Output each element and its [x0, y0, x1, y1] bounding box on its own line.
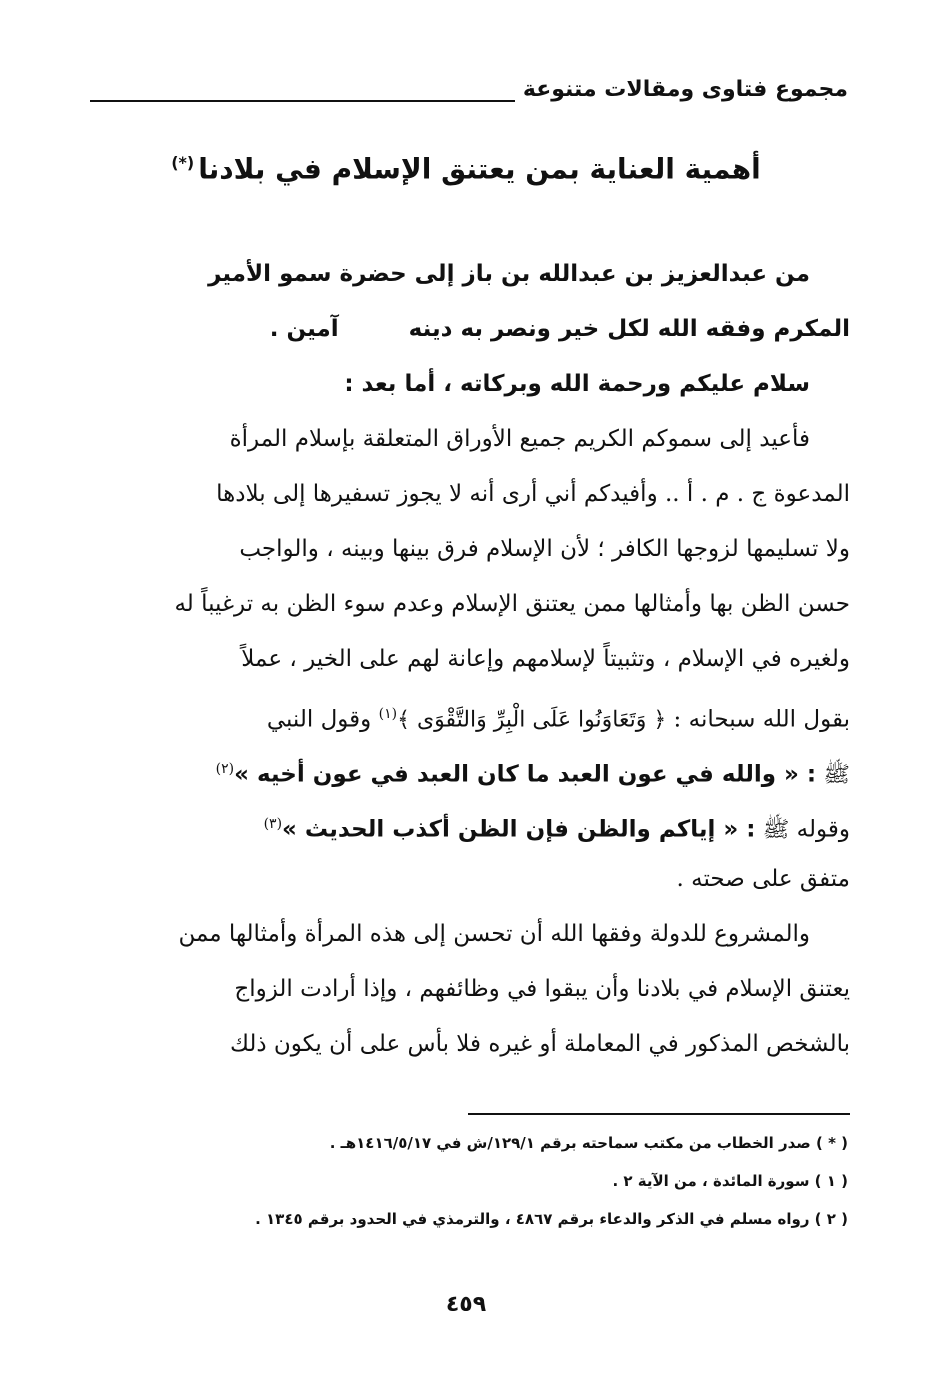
hadith-intro-2: وقوله — [796, 816, 850, 843]
paragraph-2-line-2: يعتنق الإسلام في بلادنا وأن يبقوا في وظائفهم ، وإذا أرادت الزواج — [234, 976, 850, 1002]
pbuh-glyph-2: ﷺ — [762, 817, 790, 843]
title-footnote-marker: (*) — [171, 153, 195, 172]
paragraph-2-line-3: بالشخص المذكور في المعاملة أو غيره فلا بأس على أن يكون ذلك — [229, 1031, 850, 1057]
footnote-ref-1: (١) — [378, 706, 398, 722]
greeting-line: سلام عليكم ورحمة الله وبركاته ، أما بعد : — [344, 371, 810, 397]
pbuh-glyph: ﷺ — [823, 762, 850, 788]
paragraph-1-line-4: حسن الظن بها وأمثالها ممن يعتنق الإسلام وعدم سوء الظن به ترغيباً له — [174, 591, 850, 617]
hadith-intro: وقول النبي — [266, 706, 372, 733]
footnote-ref-3: (٣) — [263, 816, 283, 832]
paragraph-1-line-9: متفق على صحته . — [676, 866, 850, 892]
hadith-quote-1: : « والله في عون العبد ما كان العبد في عون أخيه » — [234, 761, 817, 788]
paragraph-1-line-6 — [86, 687, 850, 742]
address-line-2 — [86, 302, 850, 357]
address-line-1: من عبدالعزيز بن عبدالله بن باز إلى حضرة سمو الأمير — [208, 261, 810, 287]
article-title-text: أهمية العناية بمن يعتنق الإسلام في بلادنا — [198, 152, 761, 186]
address-amen: آمين . — [269, 316, 339, 342]
paragraph-1-line-8 — [86, 797, 850, 852]
paragraph-1-line-3: ولا تسليمها لزوجها الكافر ؛ لأن الإسلام فرق بينها وبينه ، والواجب — [239, 536, 850, 562]
quran-verse: ﴿ وَتَعَاوَنُوا عَلَى الْبِرِّ وَالتَّقْوَى ﴾ — [397, 707, 667, 733]
paragraph-1-line-5: ولغيره في الإسلام ، وتثبيتاً لإسلامهم وإعانة لهم على الخير ، عملاً — [241, 646, 850, 672]
hadith-quote-2: : « إياكم والظن فإن الظن أكذب الحديث » — [282, 816, 756, 843]
footnotes — [248, 1124, 848, 1238]
paragraph-1-line-7 — [86, 742, 850, 797]
address-line-2-text: المكرم وفقه الله لكل خير ونصر به دينه — [408, 316, 850, 342]
running-header-title: مجموع فتاوى ومقالات متنوعة — [522, 76, 848, 102]
letter-body — [86, 247, 850, 1072]
paragraph-2-line-1: والمشروع للدولة وفقها الله أن تحسن إلى هذه المرأة وأمثالها ممن — [178, 921, 810, 947]
quran-intro: بقول الله سبحانه : — [673, 706, 850, 733]
paragraph-1-line-2: المدعوة ج . م . أ .. وأفيدكم أني أرى أنه لا يجوز تسفيرها إلى بلادها — [216, 481, 850, 507]
paragraph-1-line-1: فأعيد إلى سموكم الكريم جميع الأوراق المتعلقة بإسلام المرأة — [229, 426, 810, 452]
article-title — [140, 138, 792, 188]
footnote-star: ( * ) صدر الخطاب من مكتب سماحته برقم ١٢٩/١/ش في ١٤١٦/٥/١٧هـ . — [329, 1134, 848, 1152]
footnote-rule — [468, 1113, 850, 1115]
footnote-ref-2: (٢) — [215, 761, 235, 777]
page-number: ٤٥٩ — [445, 1292, 487, 1317]
footnote-2: ( ٢ ) رواه مسلم في الذكر والدعاء برقم ٤٨٦٧ ، والترمذي في الحدود برقم ١٣٤٥ . — [255, 1210, 848, 1228]
footnote-1: ( ١ ) سورة المائدة ، من الآية ٢ . — [612, 1172, 848, 1190]
header-rule — [90, 100, 515, 102]
